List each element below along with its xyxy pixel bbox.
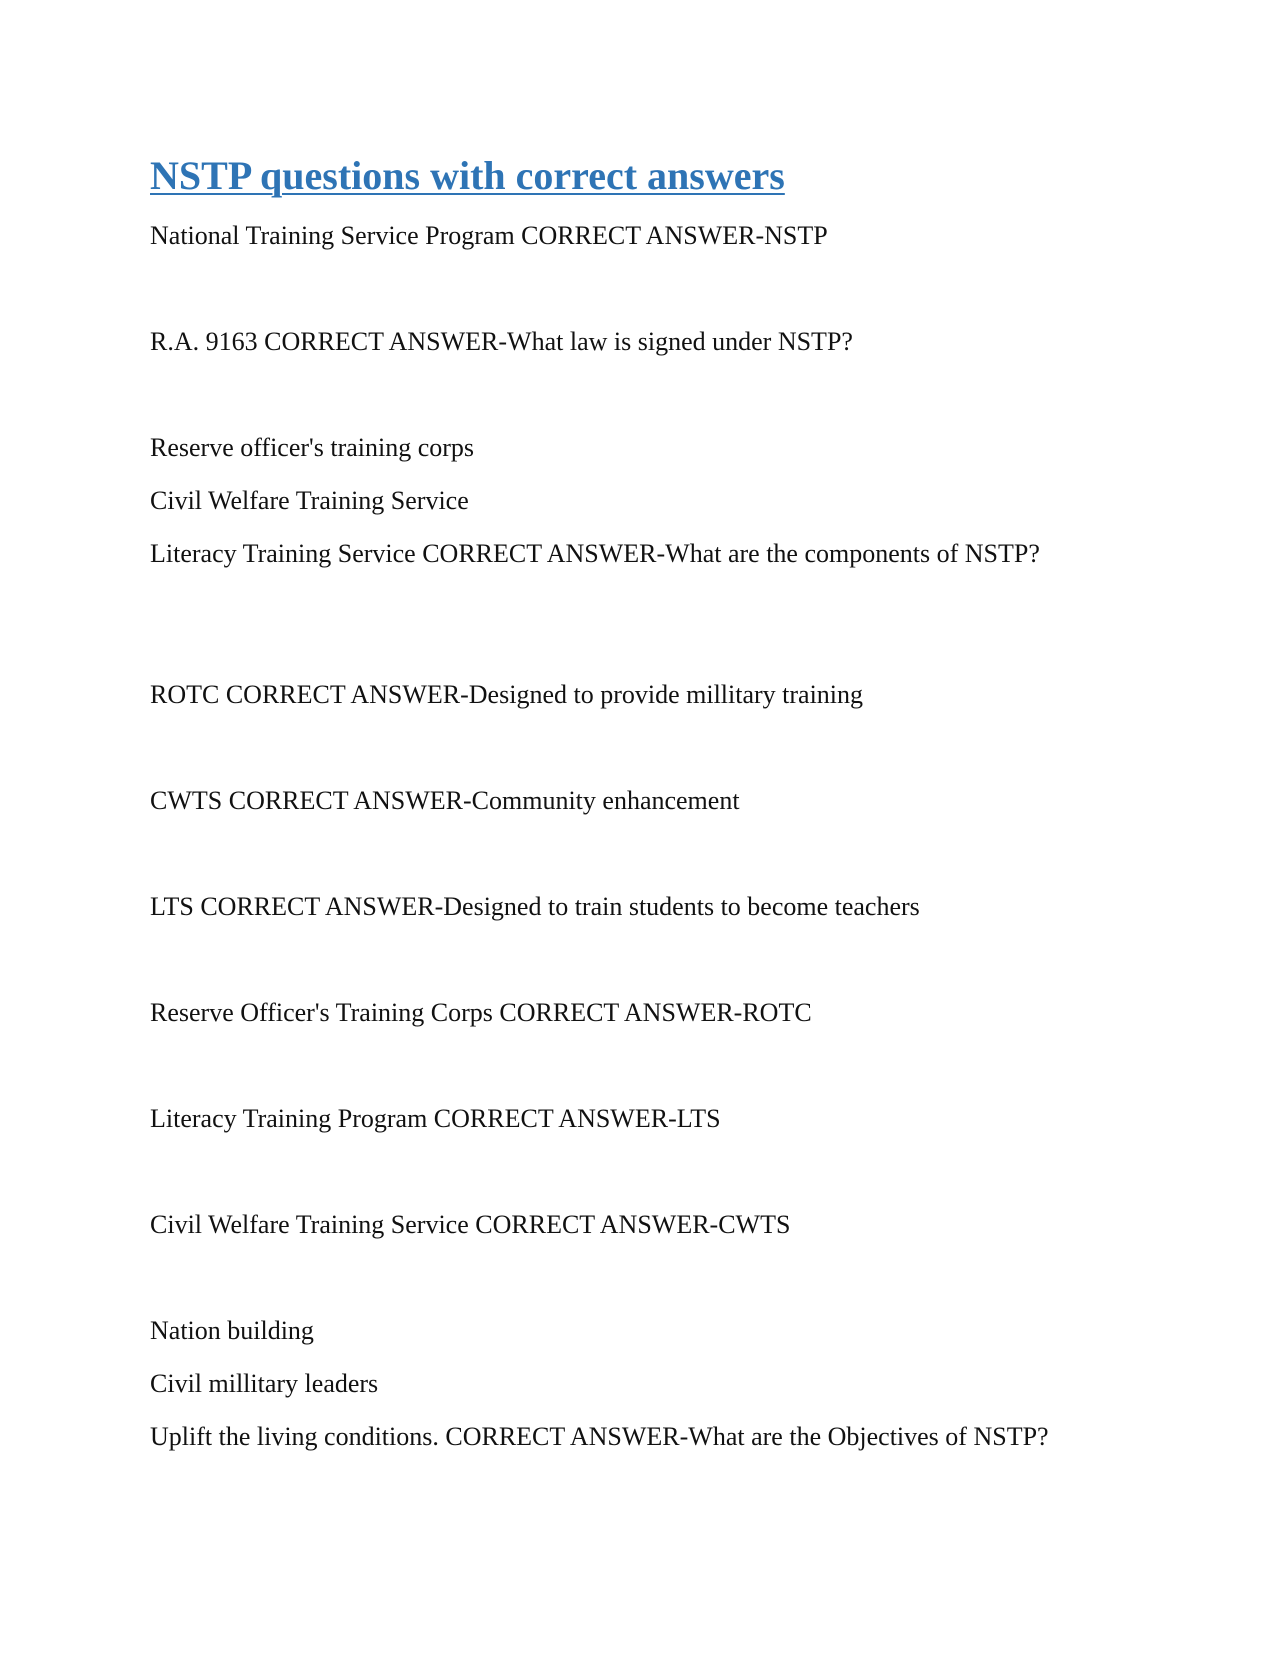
qa-line: CWTS CORRECT ANSWER-Community enhancement — [150, 786, 740, 815]
qa-line: Reserve Officer's Training Corps CORRECT ANSWER-ROTC — [150, 998, 812, 1027]
qa-line: Civil Welfare Training Service — [150, 486, 469, 515]
qa-line: National Training Service Program CORRECT ANSWER-NSTP — [150, 221, 828, 250]
qa-line: ROTC CORRECT ANSWER-Designed to provide millitary training — [150, 680, 864, 709]
qa-line: Civil Welfare Training Service CORRECT ANSWER-CWTS — [150, 1210, 791, 1239]
qa-line: LTS CORRECT ANSWER-Designed to train students to become teachers — [150, 892, 920, 921]
qa-line: Literacy Training Service CORRECT ANSWER-What are the components of NSTP? — [150, 539, 1040, 568]
qa-line: Reserve officer's training corps — [150, 433, 475, 462]
qa-line: R.A. 9163 CORRECT ANSWER-What law is signed under NSTP? — [150, 327, 853, 356]
qa-line: Literacy Training Program CORRECT ANSWER-LTS — [150, 1104, 721, 1133]
qa-line: Nation building — [150, 1316, 314, 1345]
qa-line: Uplift the living conditions. CORRECT ANSWER-What are the Objectives of NSTP? — [150, 1422, 1049, 1451]
qa-line: Civil millitary leaders — [150, 1369, 379, 1398]
document-title-link[interactable]: NSTP questions with correct answers — [150, 153, 785, 198]
